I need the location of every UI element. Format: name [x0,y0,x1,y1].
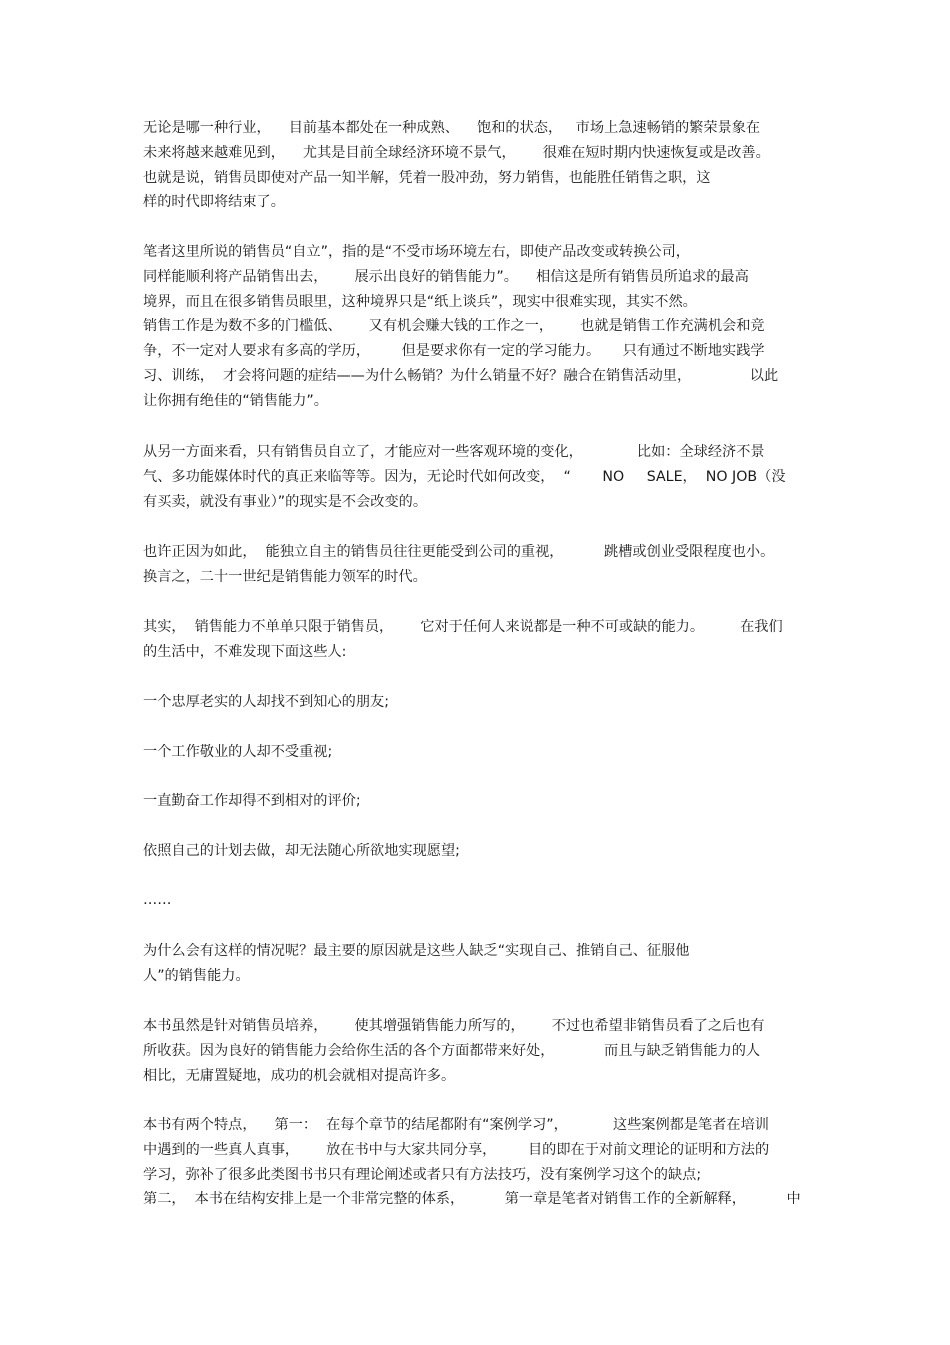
text-line: 从另一方面来看，只有销售员自立了，才能应对一些客观环境的变化， 比如：全球经济不景 [143,444,765,460]
list-item-honest-person [143,690,813,715]
list-item-own-plan [143,839,813,864]
text-line: 一直勤奋工作却得不到相对的评价; [143,793,361,809]
text-line: 销售工作是为数不多的门槛低、 又有机会赚大钱的工作之一， 也就是销售工作充满机会和竞 [143,318,765,335]
paragraph-salesperson-independence [143,240,813,414]
text-line: 学习，弥补了很多此类图书书只有理论阐述或者只有方法技巧，没有案例学习这个的缺点; [143,1166,702,1183]
text-line: 无论是哪一种行业， 目前基本都处在一种成熟、 饱和的状态， 市场上急速畅销的繁荣景象在 [143,120,761,136]
text-line: 本书有两个特点， 第一： 在每个章节的结尾都附有“案例学习”， 这些案例都是笔者在培训 [143,1117,769,1133]
text-line: …… [143,892,172,908]
text-line: 争，不一定对人要求有多高的学历， 但是要求你有一定的学习能力。 只有通过不断地实践学 [143,343,765,360]
text-line: 境界，而且在很多销售员眼里，这种境界只是“纸上谈兵”，现实中很难实现，其实不然。 [143,293,697,310]
text-line: 也就是说，销售员即使对产品一知半解，凭着一股冲劲，努力销售，也能胜任销售之职，这 [143,169,711,186]
text-line: 的生活中，不难发现下面这些人: [143,643,347,660]
text-line: 同样能顺利将产品销售出去， 展示出良好的销售能力”。 相信这是所有销售员所追求的最高 [143,268,749,285]
text-line: 让你拥有绝佳的“销售能力”。 [143,392,328,409]
paragraph-sales-ability-for-everyone [143,615,813,665]
text-line: 笔者这里所说的销售员“自立”，指的是“不受市场环境左右，即使产品改变或转换公司， [143,244,690,260]
text-line: 为什么会有这样的情况呢？最主要的原因就是这些人缺乏“实现自己、推销自己、征服他 [143,943,690,959]
paragraph-21st-century [143,540,813,590]
text-line: 未来将越来越难见到， 尤其是目前全球经济环境不景气， 很难在短时期内快速恢复或是改善。 [143,144,770,161]
paragraph-why-situation [143,939,813,989]
text-line: 所收获。因为良好的销售能力会给你生活的各个方面都带来好处， 而且与缺乏销售能力的人 [143,1042,761,1059]
text-line: 相比，无庸置疑地，成功的机会就相对提高许多。 [143,1067,456,1084]
text-line: 有买卖，就没有事业）”的现实是不会改变的。 [143,493,428,510]
list-item-dedicated-worker [143,740,813,765]
text-line: 中遇到的一些真人真事， 放在书中与大家共同分享， 目的即在于对前文理论的证明和方法的 [143,1141,770,1158]
text-line: 也许正因为如此， 能独立自主的销售员往往更能受到公司的重视， 跳槽或创业受限程度也小。 [143,544,775,560]
text-line: 一个工作敬业的人却不受重视; [143,744,333,760]
text-line: 本书虽然是针对销售员培养， 使其增强销售能力所写的， 不过也希望非销售员看了之后也有 [143,1018,765,1034]
paragraph-industry-maturity [143,116,813,215]
list-ellipsis [143,888,813,913]
text-line: 一个忠厚老实的人却找不到知心的朋友; [143,694,389,710]
text-line: 换言之，二十一世纪是销售能力领军的时代。 [143,568,427,585]
text-line: 气、多功能媒体时代的真正来临等等。因为，无论时代如何改变， “ NO SALE， NO JOB（没 [143,468,786,485]
paragraph-no-sale-no-job [143,440,813,514]
paragraph-book-purpose [143,1014,813,1088]
list-item-hard-worker [143,789,813,814]
text-line: 依照自己的计划去做，却无法随心所欲地实现愿望; [143,843,460,859]
text-line: 习、训练， 才会将问题的症结——为什么畅销？为什么销量不好？融合在销售活动里， 以此 [143,367,779,384]
text-line: 人”的销售能力。 [143,967,250,984]
paragraph-book-features [143,1113,813,1212]
text-line: 其实， 销售能力不单单只限于销售员， 它对于任何人来说都是一种不可或缺的能力。 在我们 [143,619,783,635]
text-line: 样的时代即将结束了。 [143,194,285,211]
text-line: 第二， 本书在结构安排上是一个非常完整的体系， 第一章是笔者对销售工作的全新解释， 中 [143,1191,801,1208]
